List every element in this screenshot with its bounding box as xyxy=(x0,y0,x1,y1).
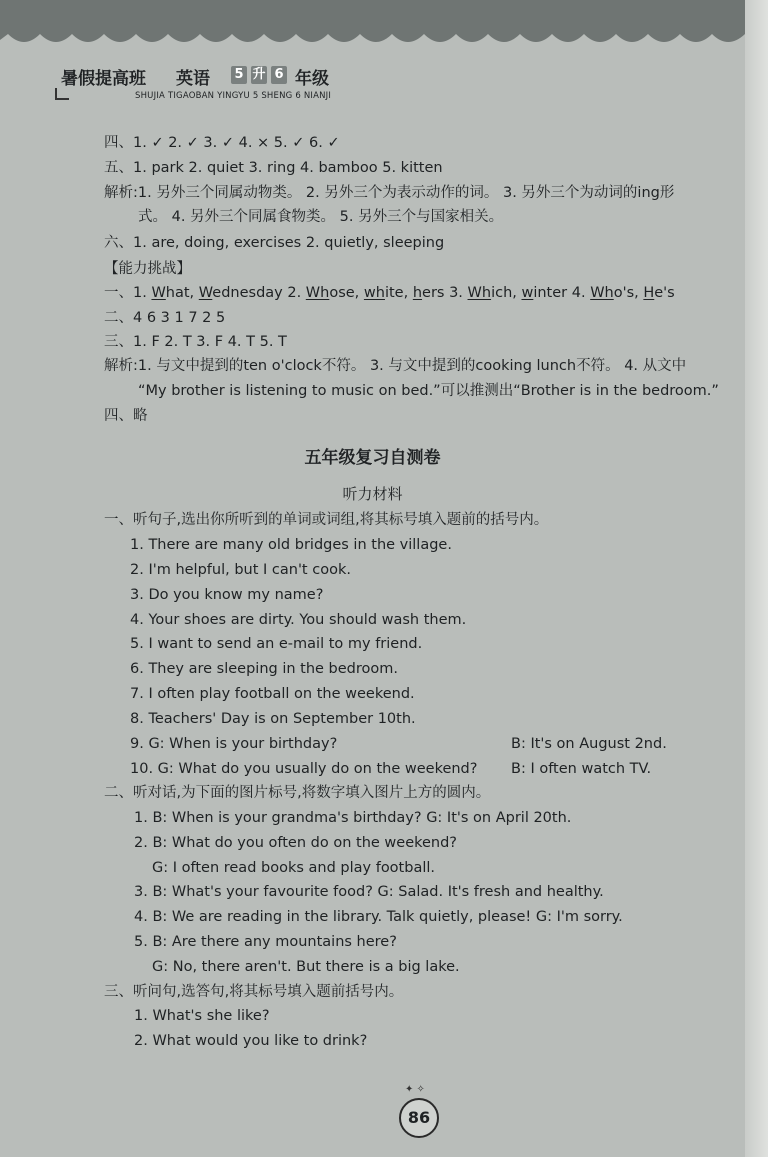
part2-item-3: 3. B: What's your favourite food? G: Salad. It's fresh and healthy. xyxy=(134,884,604,900)
part1-q9-b: B: It's on August 2nd. xyxy=(511,736,667,752)
header-corner-rule xyxy=(55,88,69,100)
answer-section-5: 五、1. park 2. quiet 3. ring 4. bamboo 5. kitten xyxy=(104,160,443,176)
c1-text-8: o's, xyxy=(613,285,644,301)
part2-item-5b: G: No, there aren't. But there is a big lake. xyxy=(152,959,460,975)
challenge-answer-1 xyxy=(104,283,675,303)
part3-heading: 三、听问句,选答句,将其标号填入题前括号内。 xyxy=(104,984,404,1000)
part1-item: 8. Teachers' Day is on September 10th. xyxy=(130,711,416,727)
book-title: 暑假提高班 xyxy=(61,69,146,89)
part2-item-2a: 2. B: What do you often do on the weekend? xyxy=(134,835,458,851)
c1-underline-7: w xyxy=(521,285,534,301)
grade-from-badge: 5 xyxy=(231,66,247,84)
c1-text-2: ednesday 2. xyxy=(212,285,306,301)
review-title: 五年级复习自测卷 xyxy=(304,448,441,468)
part1-q10-b: B: I often watch TV. xyxy=(511,761,652,777)
analysis-1-line-2: 式。 4. 另外三个同属食物类。 5. 另外三个与国家相关。 xyxy=(138,209,504,225)
c1-underline-5: h xyxy=(412,285,423,301)
c1-text-6: ich, xyxy=(491,285,522,301)
c1-text-3: ose, xyxy=(329,285,364,301)
part2-item-1: 1. B: When is your grandma's birthday? G: It's on April 20th. xyxy=(134,810,572,826)
part1-item: 3. Do you know my name? xyxy=(130,587,324,603)
part1-heading: 一、听句子,选出你所听到的单词或词组,将其标号填入题前的括号内。 xyxy=(104,512,549,528)
answer-section-4: 四、1. ✓ 2. ✓ 3. ✓ 4. × 5. ✓ 6. ✓ xyxy=(104,135,340,151)
c1-underline-4: wh xyxy=(363,285,385,301)
grade-suffix: 年级 xyxy=(295,69,329,89)
grade-to-badge: 6 xyxy=(271,66,287,84)
header-pinyin: SHUJIA TIGAOBAN YINGYU 5 SHENG 6 NIANJI xyxy=(135,91,332,101)
challenge-answer-3: 三、1. F 2. T 3. F 4. T 5. T xyxy=(104,334,287,350)
c1-underline-6: Wh xyxy=(467,285,492,301)
c1-text-7: inter 4. xyxy=(533,285,591,301)
part1-item: 7. I often play football on the weekend. xyxy=(130,686,415,702)
grade-mid-badge: 升 xyxy=(252,67,266,82)
star-decoration-icon: ✦ ✧ xyxy=(405,1084,425,1095)
c1-text-9: e's xyxy=(654,285,675,301)
wavy-top-border xyxy=(0,0,745,48)
page-number: 86 xyxy=(399,1098,439,1138)
adjacent-page-edge xyxy=(745,0,768,1157)
c1-underline-3: Wh xyxy=(305,285,330,301)
analysis-2-line-2: “My brother is listening to music on bed.”可以推测出“Brother is in the bedroom.” xyxy=(138,383,719,399)
subject-label: 英语 xyxy=(176,69,210,89)
part1-item: 2. I'm helpful, but I can't cook. xyxy=(130,562,351,578)
part1-item: 4. Your shoes are dirty. You should wash them. xyxy=(130,612,467,628)
part1-item: 5. I want to send an e-mail to my friend. xyxy=(130,636,423,652)
challenge-answer-4: 四、略 xyxy=(104,408,148,424)
part3-item-2: 2. What would you like to drink? xyxy=(134,1033,368,1049)
listening-subtitle: 听力材料 xyxy=(342,485,403,503)
part1-q9-a: 9. G: When is your birthday? xyxy=(130,736,338,752)
part2-item-4: 4. B: We are reading in the library. Talk quietly, please! G: I'm sorry. xyxy=(134,909,623,925)
part1-q10-a: 10. G: What do you usually do on the weekend? xyxy=(130,761,478,777)
c1-prefix: 一、1. xyxy=(104,285,152,301)
c1-text-4: ite, xyxy=(384,285,413,301)
analysis-1-line-1: 解析:1. 另外三个同属动物类。 2. 另外三个为表示动作的词。 3. 另外三个为动词的ing形 xyxy=(104,185,675,201)
c1-underline-2: W xyxy=(198,285,213,301)
analysis-2-line-1: 解析:1. 与文中提到的ten o'clock不符。 3. 与文中提到的cooking lunch不符。 4. 从文中 xyxy=(104,358,687,374)
part2-item-5a: 5. B: Are there any mountains here? xyxy=(134,934,397,950)
part1-item: 6. They are sleeping in the bedroom. xyxy=(130,661,399,677)
challenge-heading: 【能力挑战】 xyxy=(104,261,191,277)
c1-underline-1: W xyxy=(151,285,166,301)
part1-item: 1. There are many old bridges in the village. xyxy=(130,537,452,553)
c1-text-5: ers 3. xyxy=(422,285,468,301)
c1-underline-8: Wh xyxy=(590,285,614,301)
page-header xyxy=(55,62,385,102)
c1-text-1: hat, xyxy=(165,285,199,301)
answer-section-6: 六、1. are, doing, exercises 2. quietly, sleeping xyxy=(104,235,445,251)
challenge-answer-2: 二、4 6 3 1 7 2 5 xyxy=(104,310,226,326)
part2-item-2b: G: I often read books and play football. xyxy=(152,860,435,876)
c1-underline-9: H xyxy=(643,285,655,301)
part2-heading: 二、听对话,为下面的图片标号,将数字填入图片上方的圆内。 xyxy=(104,785,491,801)
part3-item-1: 1. What's she like? xyxy=(134,1008,270,1024)
